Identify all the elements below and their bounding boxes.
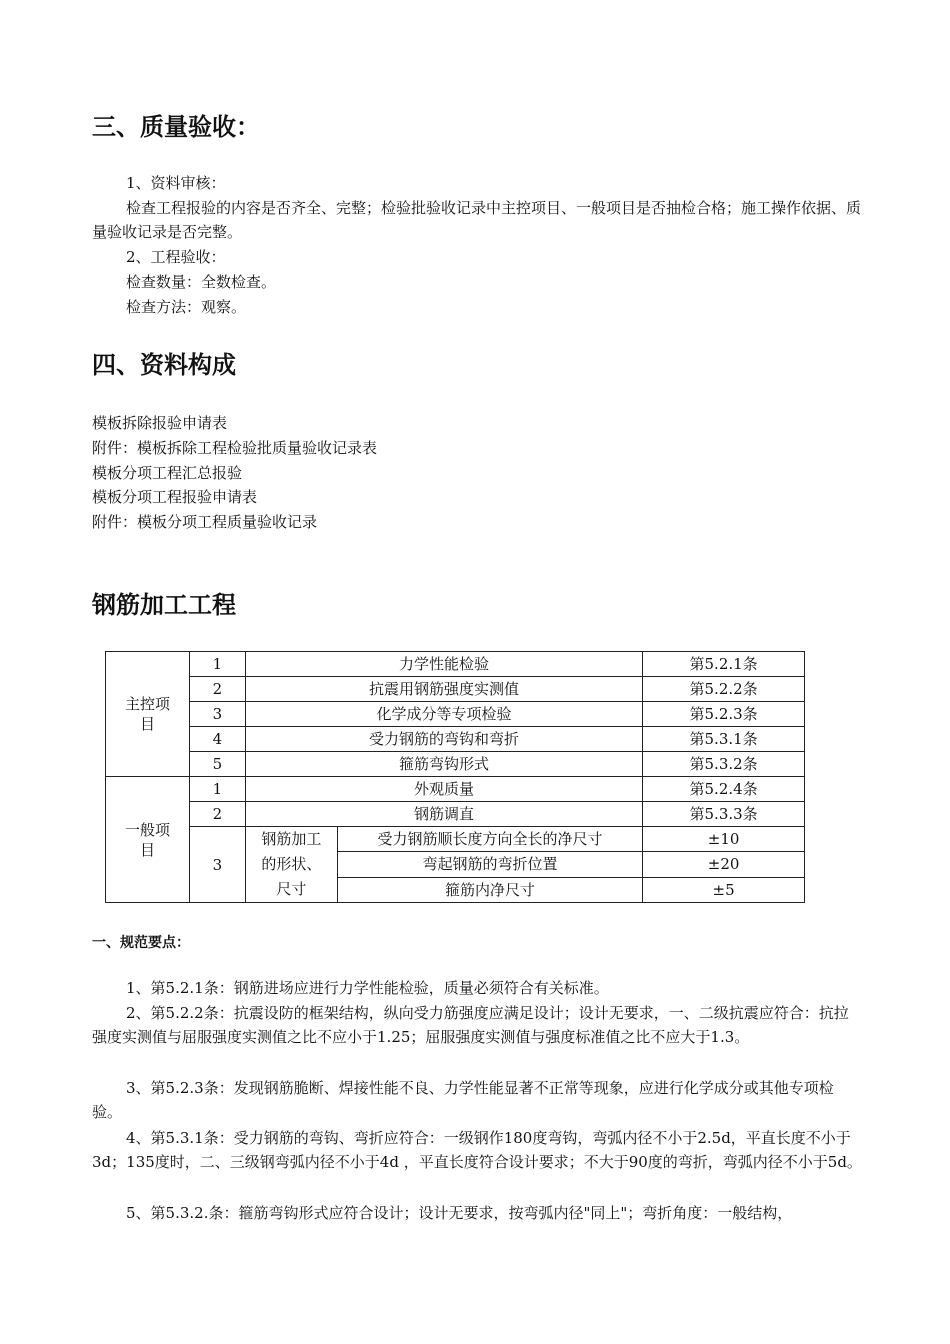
sec3-qty: 检查数量：全数检查。 (126, 273, 277, 291)
sec4-item: 模板分项工程报验申请表 (92, 488, 258, 506)
sec4-item: 模板拆除报验申请表 (92, 414, 228, 432)
table-row (106, 702, 805, 727)
row-item: 钢筋调直 (245, 802, 642, 827)
row-item: 受力钢筋的弯钩和弯折 (245, 727, 642, 752)
row-item: 箍筋内净尺寸 (337, 877, 642, 902)
spec-paragraph: 5、第5.3.2.条：箍筋弯钩形式应符合设计；设计无要求，按弯弧内径"同上"；弯折角度：一般结构， (126, 1204, 793, 1222)
row-no: 1 (189, 777, 245, 802)
row-no: 3 (189, 702, 245, 727)
spec-paragraph: 1、第5.2.1条：钢筋进场应进行力学性能检验，质量必须符合有关标准。 (126, 979, 609, 997)
general-item-label: 一般项目 (106, 777, 190, 903)
row-no: 4 (189, 727, 245, 752)
table-row (106, 827, 805, 852)
sec4-item: 附件：模板拆除工程检验批质量验收记录表 (92, 439, 378, 457)
row-ref: 第5.3.1条 (643, 727, 805, 752)
row-ref: ±20 (643, 852, 805, 877)
row-ref: 第5.2.3条 (643, 702, 805, 727)
row-item: 化学成分等专项检验 (245, 702, 642, 727)
row-item: 箍筋弯钩形式 (245, 752, 642, 777)
spec-points-title: 一、规范要点： (92, 935, 190, 951)
table-row (106, 752, 805, 777)
main-control-label: 主控项目 (106, 652, 190, 777)
row-ref: 第5.2.2条 (643, 677, 805, 702)
row-no: 3 (189, 827, 245, 903)
sec4-item: 模板分项工程汇总报验 (92, 464, 243, 482)
table-row (106, 777, 805, 802)
section-3-title: 三、质量验收： (92, 113, 260, 141)
row-item: 弯起钢筋的弯折位置 (337, 852, 642, 877)
row-item: 力学性能检验 (245, 652, 642, 677)
table-row (106, 727, 805, 752)
sec3-item1-text: 检查工程报验的内容是否齐全、完整；检验批验收记录中主控项目、一般项目是否抽检合格；施工操作依据、质量验收记录是否完整。 (92, 199, 862, 241)
table-row (106, 802, 805, 827)
sec3-item1: 1、资料审核： (126, 174, 226, 192)
sec3-item2: 2、工程验收： (126, 248, 226, 266)
row-ref: 第5.2.4条 (643, 777, 805, 802)
row-no: 1 (189, 652, 245, 677)
section-4-title: 四、资料构成 (92, 351, 236, 379)
row-ref: 第5.3.3条 (643, 802, 805, 827)
spec-paragraph: 4、第5.3.1条：受力钢筋的弯钩、弯折应符合：一级钢作180度弯钩，弯弧内径不小于2.5d，平直长度不小于3d；135度时，二、三级钢弯弧内径不小于4d ，平直长度符合设计要求；不大于90度的弯折，弯弧内径不小于5d。 (92, 1129, 862, 1171)
sec3-method: 检查方法：观察。 (126, 298, 247, 316)
row-item: 外观质量 (245, 777, 642, 802)
row-item: 受力钢筋顺长度方向全长的净尺寸 (337, 827, 642, 852)
row-no: 2 (189, 677, 245, 702)
table-row (106, 677, 805, 702)
row-item: 抗震用钢筋强度实测值 (245, 677, 642, 702)
sec4-item: 附件：模板分项工程质量验收记录 (92, 513, 318, 531)
row-no: 5 (189, 752, 245, 777)
table-row (106, 652, 805, 677)
rebar-title: 钢筋加工工程 (92, 591, 236, 619)
row-ref: ±10 (643, 827, 805, 852)
row-ref: 第5.2.1条 (643, 652, 805, 677)
spec-paragraph: 2、第5.2.2条：抗震设防的框架结构，纵向受力筋强度应满足设计；设计无要求，一、二级抗震应符合：抗拉强度实测值与屈服强度实测值之比不应小于1.25；屈服强度实测值与强度标准值之比不应大于1.3。 (92, 1004, 849, 1046)
shape-label: 钢筋加工的形状、尺寸 (245, 827, 337, 903)
rebar-inspection-table (105, 651, 805, 903)
spec-paragraph: 3、第5.2.3条：发现钢筋脆断、焊接性能不良、力学性能显著不正常等现象，应进行化学成分或其他专项检验。 (92, 1079, 834, 1121)
row-ref: ±5 (643, 877, 805, 902)
row-no: 2 (189, 802, 245, 827)
row-ref: 第5.3.2条 (643, 752, 805, 777)
